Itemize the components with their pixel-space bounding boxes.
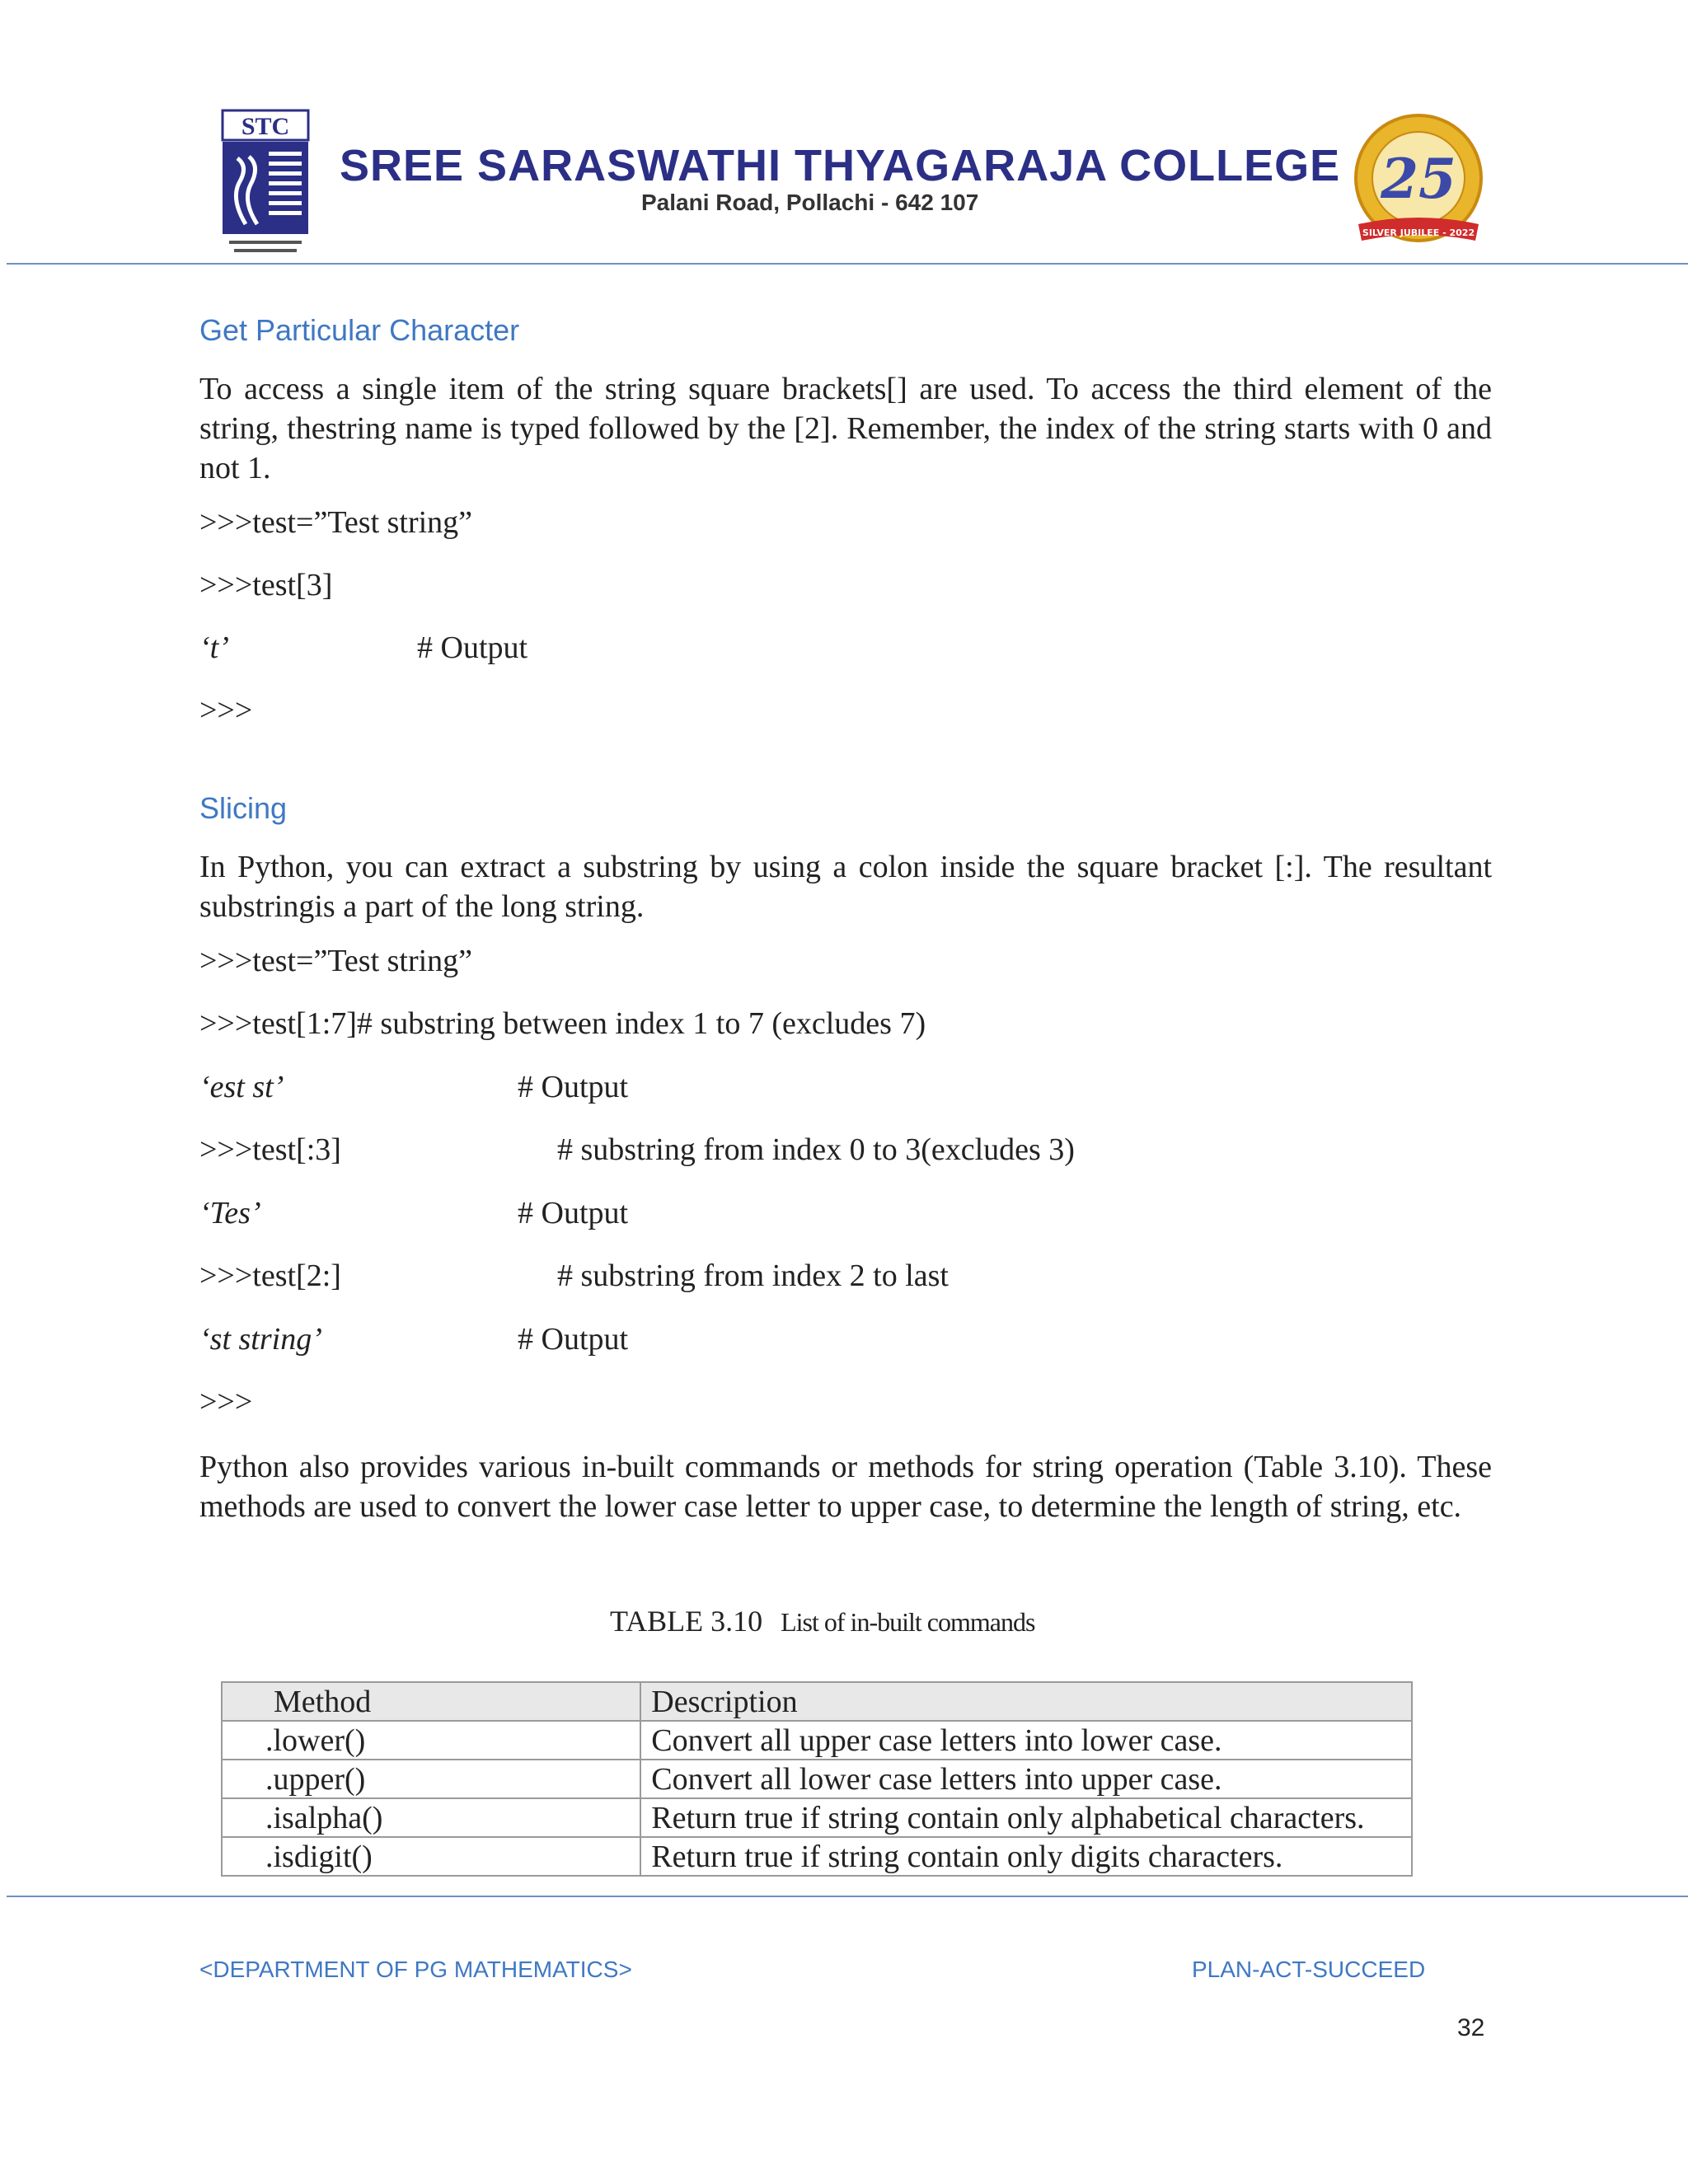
college-name: SREE SARASWATHI THYAGARAJA COLLEGE [340, 141, 1341, 190]
code-output: ‘est st’ [199, 1070, 284, 1104]
code-line: >>>test=”Test string” [199, 505, 473, 540]
code-comment: # Output [518, 1196, 629, 1230]
code-output: ‘Tes’ [199, 1196, 261, 1230]
table-cell-method: .isalpha() [222, 1798, 640, 1837]
table-header-cell: Method [222, 1682, 640, 1721]
table-cell-description: Return true if string contain only digits characters. [640, 1837, 1412, 1876]
code-comment: # Output [518, 1070, 629, 1104]
table-cell-description: Convert all upper case letters into lower case. [640, 1721, 1412, 1760]
table-row [222, 1798, 1412, 1837]
code-line: >>> [199, 1385, 253, 1419]
svg-text:STC: STC [241, 113, 290, 140]
table-row [222, 1721, 1412, 1760]
footer-department: <DEPARTMENT OF PG MATHEMATICS> [199, 1957, 632, 1982]
footer-motto: PLAN-ACT-SUCCEED [1192, 1957, 1426, 1982]
code-line: >>>test[3] [199, 568, 333, 602]
table-row [222, 1837, 1412, 1876]
code-line: >>>test[1:7]# substring between index 1 to 7 (excludes 7) [199, 1006, 926, 1041]
college-logo [221, 109, 310, 262]
table-caption [610, 1604, 1034, 1638]
table-caption-text: List of in-built commands [781, 1607, 1035, 1637]
table-caption-label: TABLE 3.10 [610, 1605, 763, 1638]
code-output: ‘st string’ [199, 1322, 322, 1357]
table-header-cell: Description [640, 1682, 1412, 1721]
footer-rule [7, 1896, 1688, 1897]
section-heading-slicing: Slicing [199, 791, 288, 825]
silver-jubilee-emblem [1343, 112, 1493, 252]
table-header-row [222, 1682, 1412, 1721]
table-cell-description: Return true if string contain only alphabetical characters. [640, 1798, 1412, 1837]
paragraph-get-character: To access a single item of the string square brackets[] are used. To access the third element of the string, thestring name is typed followed by the [2]. Remember, the index of the string starts with 0 and not 1. [199, 372, 1492, 485]
builtin-commands-table [221, 1681, 1413, 1877]
code-line: >>>test[:3] [199, 1132, 341, 1167]
table-cell-method: .upper() [222, 1760, 640, 1798]
paragraph-slicing: In Python, you can extract a substring by using a colon inside the square bracket [:]. The resultant substringis a part of the long string. [199, 850, 1492, 924]
paragraph-builtin-methods: Python also provides various in-built commands or methods for string operation (Table 3.10). These methods are used to convert the lower case letter to upper case, to determine the length of string, etc. [199, 1450, 1492, 1524]
code-line: >>>test=”Test string” [199, 944, 473, 978]
code-line: >>>test[2:] [199, 1258, 341, 1293]
code-comment: # substring from index 0 to 3(excludes 3) [557, 1132, 1075, 1167]
college-address: Palani Road, Pollachi - 642 107 [641, 190, 979, 215]
code-output: ‘t’ [199, 630, 229, 665]
table-cell-method: .lower() [222, 1721, 640, 1760]
svg-text:25: 25 [1381, 147, 1456, 211]
svg-text:SILVER JUBILEE - 2022: SILVER JUBILEE - 2022 [1362, 227, 1475, 238]
code-line: >>> [199, 693, 253, 728]
table-cell-description: Convert all lower case letters into upper case. [640, 1760, 1412, 1798]
page-number: 32 [1457, 2014, 1485, 2041]
code-comment: # Output [518, 1322, 629, 1357]
table-cell-method: .isdigit() [222, 1837, 640, 1876]
header-rule [7, 263, 1688, 265]
section-heading-get-character: Get Particular Character [199, 313, 520, 347]
code-comment: # substring from index 2 to last [557, 1258, 949, 1293]
table-row [222, 1760, 1412, 1798]
code-comment: # Output [417, 630, 528, 665]
